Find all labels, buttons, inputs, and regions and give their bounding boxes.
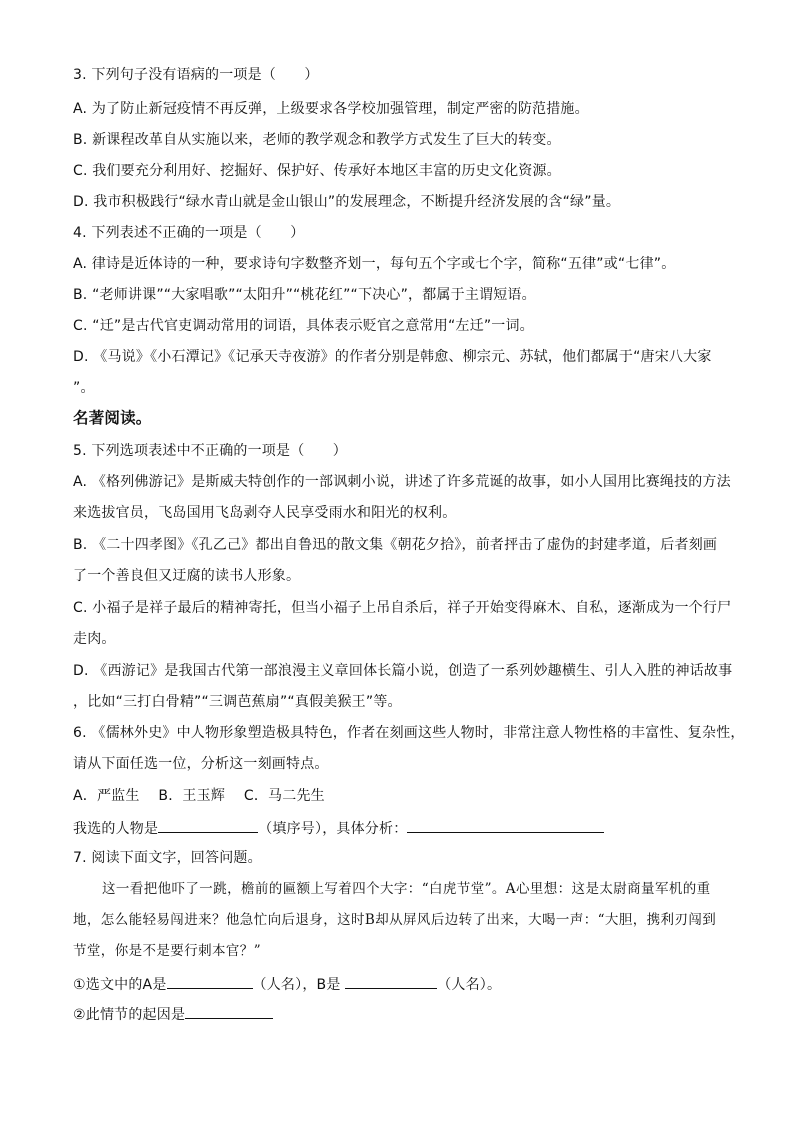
q3-option-d: D. 我市积极践行“绿水青山就是金山银山”的发展理念，不断提升经济发展的含“绿”量。 [73, 194, 621, 210]
q3-stem: 3. 下列句子没有语病的一项是（ ） [73, 67, 319, 83]
q3-option-b: B. 新课程改革自从实施以来，老师的教学观念和教学方式发生了巨大的转变。 [73, 132, 561, 148]
q7-sub1-mid: （人名），B是 [252, 977, 346, 993]
q6-choice-blank[interactable] [158, 818, 258, 833]
q5-option-b-line1: B. 《二十四孝图》《孔乙己》都出自鲁迅的散文集《朝花夕拾》，前者抨击了虚伪的封建孝道，后者刻画 [73, 537, 718, 553]
q5-option-d-line1: D. 《西游记》是我国古代第一部浪漫主义章回体长篇小说，创造了一系列妙趣横生、引人入胜的神话故事 [73, 663, 733, 679]
q5-option-b-line2: 了一个善良但又迂腐的读书人形象。 [73, 568, 301, 584]
q4-option-a: A. 律诗是近体诗的一种，要求诗句字数整齐划一，每句五个字或七个字，简称“五律”或“七律”。 [73, 256, 676, 272]
q7-cause-blank[interactable] [185, 1004, 273, 1019]
q6-analysis-blank[interactable] [407, 818, 604, 833]
q6-stem-line2: 请从下面任选一位，分析这一刻画特点。 [73, 756, 329, 772]
q5-stem: 5. 下列选项表述中不正确的一项是（ ） [73, 443, 348, 459]
q7-passage-line1: 这一看把他吓了一跳，檐前的匾额上写着四个大字：“白虎节堂”。A心里想：这是太尉商量军机的重 [102, 881, 711, 897]
q4-option-d-line1: D. 《马说》《小石潭记》《记承天寺夜游》的作者分别是韩愈、柳宗元、苏轼，他们都属于“唐宋八大家 [73, 349, 712, 365]
q6-options: A．严监生 B．王玉辉 C．马二先生 [73, 788, 325, 804]
q7-b-name-blank[interactable] [345, 974, 437, 989]
q6-answer-prefix: 我选的人物是 [73, 821, 159, 837]
q7-passage-line2: 地，怎么能轻易闯进来？他急忙向后退身，这时B却从屏风后边转了出来，大喝一声：“大胆，携利刃闯到 [73, 912, 717, 928]
section-heading: 名著阅读。 [73, 409, 152, 427]
q7-stem: 7. 阅读下面文字，回答问题。 [73, 850, 262, 866]
q7-a-name-blank[interactable] [167, 974, 253, 989]
q6-answer-line [73, 818, 604, 838]
q5-option-a-line2: 来选拔官员，飞岛国用飞岛剥夺人民享受雨水和阳光的权利。 [73, 505, 457, 521]
q7-sub2-line [73, 1004, 273, 1024]
q7-sub1-line [73, 974, 501, 994]
q4-option-b: B. “老师讲课”“大家唱歌”“太阳升”“桃花红”“下决心”，都属于主谓短语。 [73, 287, 536, 303]
q6-stem-line1: 6. 《儒林外史》中人物形象塑造极具特色，作者在刻画这些人物时，非常注意人物性格的丰富性、复杂性， [73, 725, 745, 741]
q3-option-a: A. 为了防止新冠疫情不再反弹，上级要求各学校加强管理，制定严密的防范措施。 [73, 101, 589, 117]
q5-option-c-line2: 走肉。 [73, 631, 116, 647]
q7-passage-line3: 节堂，你是不是要行刺本官？” [73, 943, 262, 959]
q4-option-c: C. “迁”是古代官吏调动常用的词语，具体表示贬官之意常用“左迁”一词。 [73, 318, 534, 334]
q7-sub1-prefix: ①选文中的A是 [73, 977, 167, 993]
q5-option-c-line1: C. 小福子是祥子最后的精神寄托，但当小福子上吊自杀后，祥子开始变得麻木、自私，逐渐成为一个行尸 [73, 600, 732, 616]
q7-sub2-prefix: ②此情节的起因是 [73, 1007, 186, 1023]
q4-option-d-line2: ”。 [73, 380, 95, 396]
q5-option-d-line2: ，比如“三打白骨精”“三调芭蕉扇”“真假美猴王”等。 [73, 694, 402, 710]
q4-stem: 4. 下列表述不正确的一项是（ ） [73, 225, 305, 241]
q6-answer-middle: （填序号），具体分析： [258, 821, 408, 837]
q5-option-a-line1: A. 《格列佛游记》是斯威夫特创作的一部讽刺小说，讲述了许多荒诞的故事，如小人国用比赛绳技的方法 [73, 474, 731, 490]
q7-sub1-suffix: （人名）。 [437, 977, 502, 993]
q3-option-c: C. 我们要充分利用好、挖掘好、保护好、传承好本地区丰富的历史文化资源。 [73, 163, 561, 179]
